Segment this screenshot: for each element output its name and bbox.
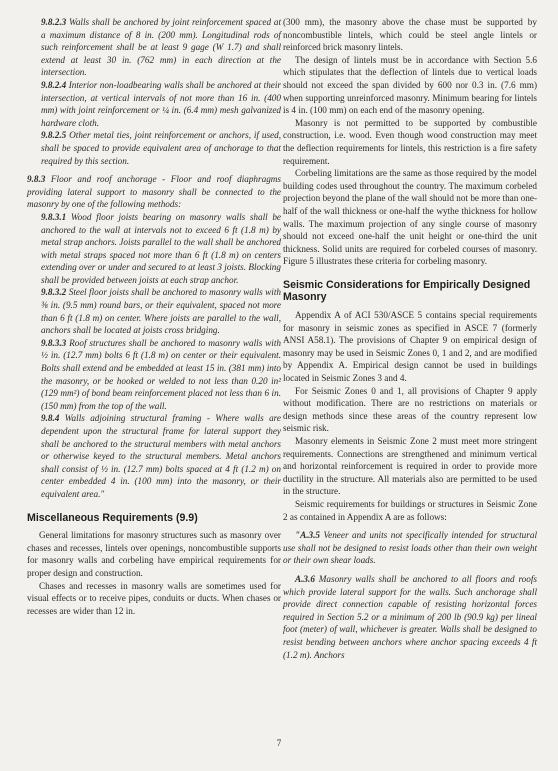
clause-text: Walls adjoining structural framing - Where walls are dependent upon the structural frame for lateral support they shall be anchored to the structural members with metal anchors or otherwise keyed to the structural members. Metal anchors shall consist of ½ in. (12.7 mm) bolts spaced at 4 ft (1.2 m) on center embedded 4 in. (100 mm) into the masonry, or their equivalent area." xyxy=(41,413,281,499)
clause-text: Masonry walls shall be anchored to all floors and roofs which provide lateral support for the walls. Such anchorage shall provide direct connection capable of resisting horizontal forces required in Section 5.2 or a minimum of 200 lb (90.9 kg) per lineal foot (meter) of wall, whichever is greater. Walls shall be designed to resist bending between anchors where anchor spacing exceeds 4 ft (1.2 m). Anchors xyxy=(283,573,537,660)
body-paragraph: General limitations for masonry structures such as masonry over chases and recesses, lintels over openings, noncombustible supports for masonry walls and corbeling have empirical requirements for proper design and construction. xyxy=(27,530,281,578)
clause-9-8-3-2 xyxy=(27,286,281,336)
clause-text: Roof structures shall be anchored to masonry walls with ½ in. (12.7 mm) bolts 6 ft (1.8 m) on center or their equivalent. Bolts shall extend and be embedded at least 15 in. (381 mm) into the masonry, or be hooked or welded to not less than 0.20 in² (129 mm²) of bond beam reinforcement placed not less than 6 in. (150 mm) from the top of the wall. xyxy=(41,337,281,411)
left-column xyxy=(27,16,281,617)
clause-a-3-6 xyxy=(283,573,537,661)
clause-9-8-4 xyxy=(27,412,281,500)
body-paragraph: The design of lintels must be in accordance with Section 5.6 which stipulates that the deflection of lintels due to vertical loads should not exceed the span divided by 600 nor 0.3 in. (7.6 mm) when supporting unreinforced masonry. Minimum bearing for lintels is 4 in. (100 mm) on each end of the masonry opening. xyxy=(283,54,537,116)
clause-9-8-2-5 xyxy=(27,129,281,167)
clause-text: Walls shall be anchored by joint reinforcement spaced at a maximum distance of 8 in. (200 mm). Longitudinal rods of such reinforcement shall be at least 9 gage (W 1.7) and shall extend at least 30 in. (762 mm) in each direction at the intersection. xyxy=(41,17,281,78)
clause-9-8-3-1 xyxy=(27,211,281,287)
clause-number: 9.8.3 xyxy=(27,174,46,185)
clause-number: 9.8.3.1 xyxy=(41,211,67,222)
body-paragraph: (300 mm), the masonry above the chase must be supported by noncombustible lintels, which could be steel angle lintels or reinforced brick masonry lintels. xyxy=(283,17,537,53)
clause-number: 9.8.3.3 xyxy=(41,337,67,348)
body-paragraph: Corbeling limitations are the same as those required by the model building codes used throughout the country. The maximum corbeled projection beyond the plane of the wall should not be more than one-half of the wall thickness or one-half the wythe thickness for hollow walls. The maximum projection of any single course of masonry should not exceed one-half the unit height or one-third the unit thickness. Solid units are required for corbeled courses of masonry. Figure 5 illustrates these criteria for corbeling masonry. xyxy=(283,168,537,267)
clause-number: A.3.6 xyxy=(295,573,315,584)
clause-9-8-3 xyxy=(27,173,281,211)
clause-9-8-3-3 xyxy=(27,337,281,413)
clause-text: Veneer and units not specifically intended for structural use shall not be designed to resist loads other than their own weight or their own shear loads. xyxy=(283,530,537,566)
clause-number: "A.3.5 xyxy=(295,530,321,541)
body-paragraph: For Seismic Zones 0 and 1, all provisions of Chapter 9 apply without modification. There are no restrictions on materials or design methods since these areas of the country represent low seismic risk. xyxy=(283,385,537,434)
section-heading-seismic: Seismic Considerations for Empirically Designed Masonry xyxy=(283,278,531,304)
clause-text: Interior non-loadbearing walls shall be anchored at their intersection, at vertical intervals of not more than 16 in. (400 mm) with joint reinforcement or ¼ in. (6.4 mm) mesh galvanized hardware cloth. xyxy=(41,79,281,128)
clause-text: Other metal ties, joint reinforcement or anchors, if used, shall be spaced to provide equivalent area of anchorage to that required by this section. xyxy=(41,130,281,166)
body-paragraph: Masonry is not permitted to be supported by combustible construction, i.e. wood. Even though wood construction may meet the deflection requirements for lintels, this restriction is a fire safety requirement. xyxy=(283,117,537,166)
body-paragraph: Appendix A of ACI 530/ASCE 5 contains special requirements for masonry in seismic zones as specified in ASCE 7 (formerly ANSI A58.1). The provisions of Chapter 9 on empirical design of masonry may be used in Seismic Zones 0, 1 and 2, and are modified by Appendix A. Empirical design cannot be used in buildings located in Seismic Zones 3 and 4. xyxy=(283,310,537,384)
clause-9-8-2-3 xyxy=(27,16,281,79)
clause-number: 9.8.2.5 xyxy=(41,130,67,141)
right-column xyxy=(283,16,537,661)
clause-text: Wood floor joists bearing on masonry walls shall be anchored to the wall at intervals not to exceed 6 ft (1.8 m) by metal strap anchors. Joists parallel to the wall shall be anchored with metal straps spaced not more than 6 ft (1.8 m) on centers extending over or under and secured to at least 3 joists. Blocking shall be provided between joists at each strap anchor. xyxy=(41,211,281,285)
clause-number: 9.8.2.3 xyxy=(41,17,67,27)
clause-text: Steel floor joists shall be anchored to masonry walls with ⅜ in. (9.5 mm) round bars, or their equivalent, spaced not more than 6 ft (1.8 m) on center. Where joists are parallel to the wall, anchors shall be located at joists cross bridging. xyxy=(41,287,281,336)
clause-a-3-5 xyxy=(283,529,537,567)
page-number: 7 xyxy=(276,738,282,748)
clause-number: 9.8.3.2 xyxy=(41,287,67,298)
clause-9-8-2-4 xyxy=(27,79,281,129)
clause-number: 9.8.2.4 xyxy=(41,79,67,90)
section-heading-miscellaneous: Miscellaneous Requirements (9.9) xyxy=(27,511,198,524)
body-paragraph: Chases and recesses in masonry walls are sometimes used for visual effects or to receive pipes, conduits or ducts. When chases or recesses are wider than 12 in. xyxy=(27,580,281,616)
body-paragraph: Masonry elements in Seismic Zone 2 must meet more stringent requirements. Connections are strengthened and minimum vertical and horizontal reinforcement is required in order to provide more ductility in the structure. All materials also are permitted to be used in the structure. xyxy=(283,436,537,497)
clause-text: Floor and roof anchorage - Floor and roof diaphragms providing lateral support to masonry shall be connected to the masonry by one of the following methods: xyxy=(27,174,281,210)
body-paragraph: Seismic requirements for buildings or structures in Seismic Zone 2 as contained in Appendix A are as follows: xyxy=(283,498,537,522)
clause-number: 9.8.4 xyxy=(41,413,60,424)
